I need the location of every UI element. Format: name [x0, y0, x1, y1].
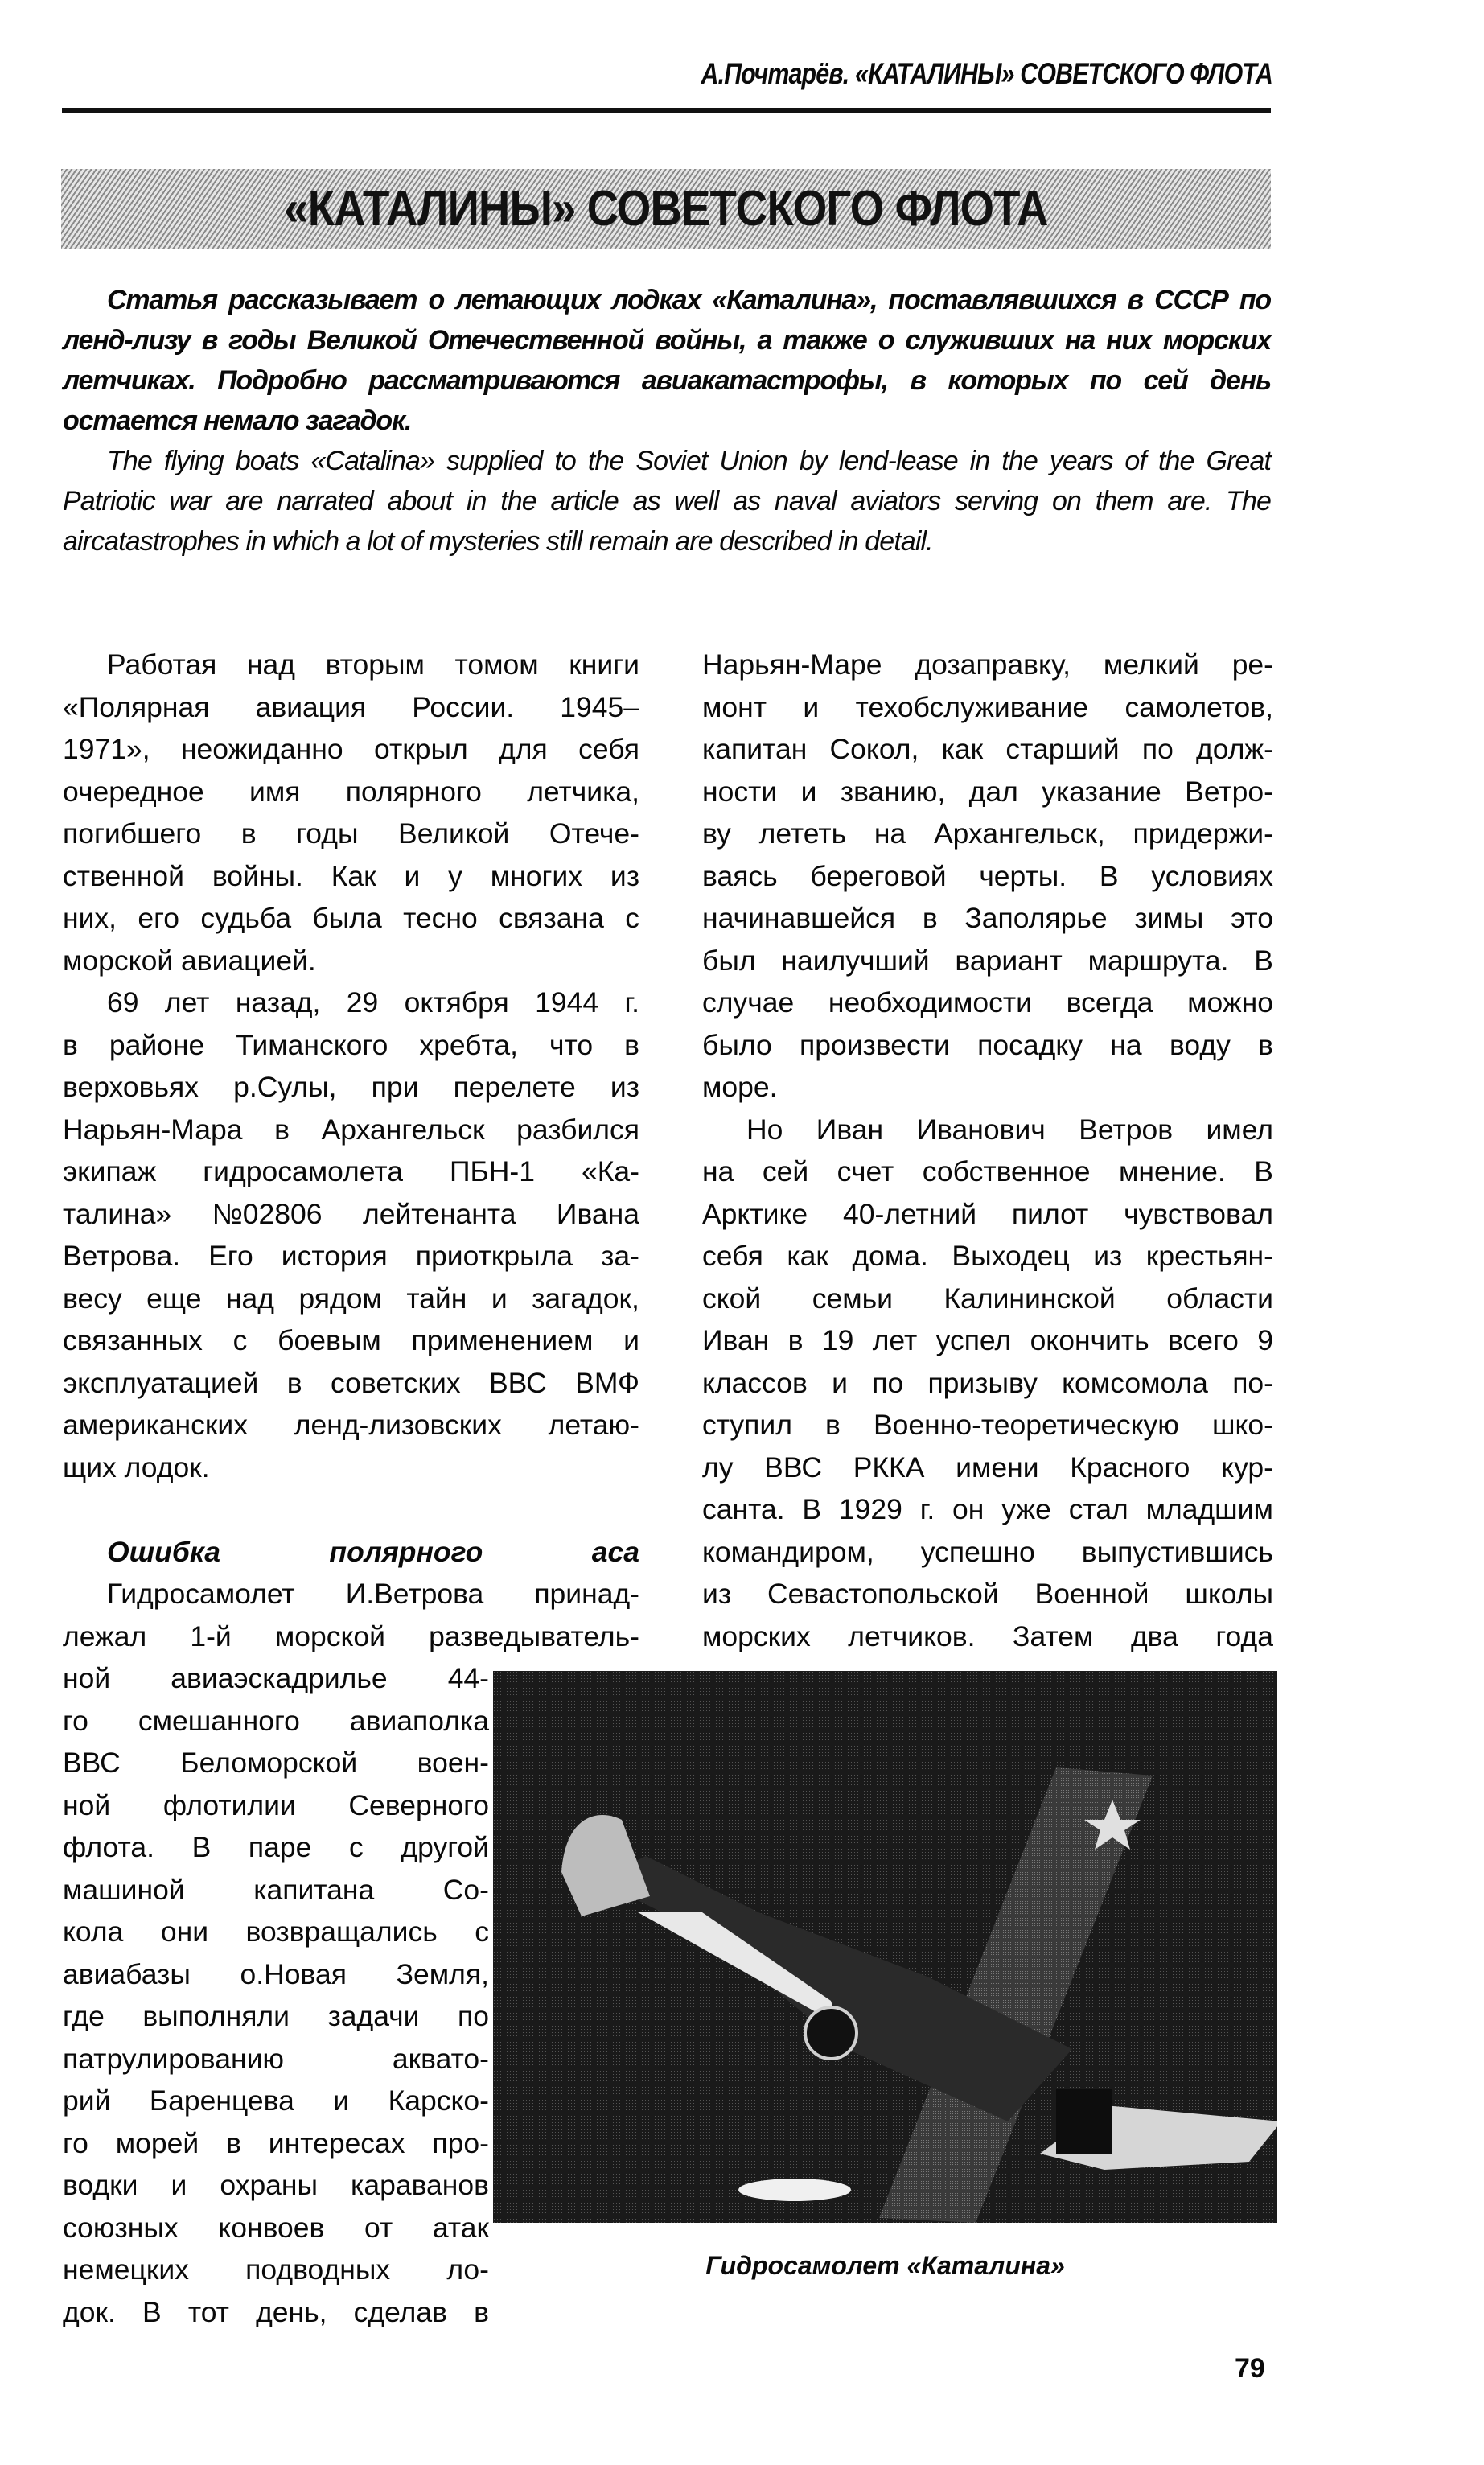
text-line: них, его судьба была тесно связана с — [63, 902, 639, 934]
text-line: морских летчиков. Затем два года — [702, 1619, 1273, 1652]
text-line: Нарьян-Мара в Архангельск разбился — [63, 1113, 639, 1146]
text-line: эксплуатацией в советских ВВС ВМФ — [63, 1366, 639, 1399]
text-line: док. В тот день, сделав в — [63, 2295, 489, 2328]
text-line: капитан Сокол, как старший по долж- — [702, 733, 1273, 765]
text-line: монт и техобслуживание самолетов, — [702, 690, 1273, 723]
text-line: патрулированию аквато- — [63, 2042, 489, 2075]
text-line: Арктике 40-летний пилот чувствовал — [702, 1197, 1273, 1230]
text-line: талина» №02806 лейтенанта Ивана — [63, 1197, 639, 1230]
text-line: Ветрова. Его история приоткрыла за- — [63, 1240, 639, 1272]
text-line: Работая над вторым томом книги — [107, 648, 639, 681]
text-line: море. — [702, 1071, 778, 1103]
text-line: ву лететь на Архангельск, придержи- — [702, 817, 1273, 850]
text-line: Иван в 19 лет успел окончить всего 9 — [702, 1324, 1273, 1356]
left-column — [63, 644, 639, 1657]
article-title: «КАТАЛИНЫ» СОВЕТСКОГО ФЛОТА — [284, 181, 1048, 237]
text-line: го морей в интересах про- — [63, 2126, 489, 2159]
text-line: рий Баренцева и Карско- — [63, 2084, 489, 2117]
text-line: флота. В паре с другой — [63, 1831, 489, 1863]
abstract — [63, 280, 1271, 562]
text-line: командиром, успешно выпустившись — [702, 1535, 1273, 1568]
section-subheading: Ошибка полярного аса — [107, 1535, 639, 1568]
text-line: где выполняли задачи по — [63, 2000, 489, 2032]
text-line: 69 лет назад, 29 октября 1944 г. — [107, 986, 639, 1019]
text-line: очередное имя полярного летчика, — [63, 775, 639, 808]
text-line: санта. В 1929 г. он уже стал младшим — [702, 1493, 1273, 1525]
text-line: случае необходимости всегда можно — [702, 986, 1273, 1019]
text-line: «Полярная авиация России. 1945– — [63, 690, 639, 723]
abstract-english: The flying boats «Catalina» supplied to the Soviet Union by lend-lease in the years of the Great Patriotic war are narrated about in the article as well as naval aviators serving on them are. The aircatastrophes in which a lot of mysteries still remain are described in detail. — [63, 446, 1271, 557]
text-line: ности и званию, дал указание Ветро- — [702, 775, 1273, 808]
text-line: ВВС Беломорской воен- — [63, 1747, 489, 1779]
text-line: весу еще над рядом тайн и загадок, — [63, 1282, 639, 1315]
text-line: водки и охраны караванов — [63, 2169, 489, 2201]
left-column-wrap — [63, 1657, 489, 2333]
photo-caption: Гидросамолет «Каталина» — [705, 2251, 1065, 2280]
right-column — [702, 644, 1273, 1657]
text-line: из Севастопольской Военной школы — [702, 1578, 1273, 1610]
text-line: погибшего в годы Великой Отече- — [63, 817, 639, 850]
text-line: ной флотилии Северного — [63, 1788, 489, 1821]
paragraph-spacer — [63, 1488, 639, 1531]
text-line: лежал 1-й морской разведыватель- — [63, 1619, 639, 1652]
text-line: был наилучший вариант маршрута. В — [702, 944, 1273, 977]
text-line: кола они возвращались с — [63, 1916, 489, 1948]
text-line: немецких подводных ло- — [63, 2253, 489, 2286]
running-header: А.Почтарёв. «КАТАЛИНЫ» СОВЕТСКОГО ФЛОТА — [701, 57, 1272, 90]
text-line: ственной войны. Как и у многих из — [63, 859, 639, 892]
text-line: ской семьи Калининской области — [702, 1282, 1273, 1315]
text-line: Гидросамолет И.Ветрова принад- — [107, 1578, 639, 1610]
wingtip-float — [738, 2179, 851, 2201]
text-line: Но Иван Иванович Ветров имел — [746, 1113, 1273, 1146]
text-line: союзных конвоев от атак — [63, 2211, 489, 2244]
text-line: было произвести посадку на воду в — [702, 1028, 1273, 1061]
text-line: ваясь береговой черты. В условиях — [702, 859, 1273, 892]
abstract-russian: Статья рассказывает о летающих лодках «Каталина», поставлявшихся в СССР по ленд-лизу в годы Великой Отечественной войны, а также о служивших на них морских летчиках. Подробно рассматриваются авиакатастрофы, в которых по сей день остается немало загадок. — [63, 285, 1271, 436]
text-line: авиабазы о.Новая Земля, — [63, 1957, 489, 1990]
text-line: морской авиацией. — [63, 944, 316, 977]
text-line: экипаж гидросамолета ПБН-1 «Ка- — [63, 1155, 639, 1187]
page-number: 79 — [1235, 2353, 1265, 2384]
blister-window — [805, 2007, 857, 2059]
engine-nacelle — [1056, 2089, 1112, 2154]
text-line: ступил в Военно-теоретическую шко- — [702, 1409, 1273, 1441]
text-line: связанных с боевым применением и — [63, 1324, 639, 1356]
text-line: в районе Тиманского хребта, что в — [63, 1028, 639, 1061]
text-line: лу ВВС РККА имени Красного кур- — [702, 1451, 1273, 1484]
header-rule — [62, 108, 1271, 113]
text-line: го смешанного авиаполка — [63, 1704, 489, 1737]
text-line: начинавшейся в Заполярье зимы это — [702, 902, 1273, 934]
flying-boat-image — [493, 1671, 1277, 2223]
text-line: ной авиаэскадрилье 44- — [63, 1662, 489, 1694]
text-line: на сей счет собственное мнение. В — [702, 1155, 1273, 1187]
text-line: щих лодок. — [63, 1451, 210, 1484]
text-line: верховьях р.Сулы, при перелете из — [63, 1071, 639, 1103]
text-line: себя как дома. Выходец из крестьян- — [702, 1240, 1273, 1272]
catalina-photo — [493, 1671, 1277, 2223]
text-line: классов и по призыву комсомола по- — [702, 1366, 1273, 1399]
text-line: машиной капитана Со- — [63, 1873, 489, 1906]
text-line: американских ленд-лизовских летаю- — [63, 1409, 639, 1441]
text-line: Нарьян-Маре дозаправку, мелкий ре- — [702, 648, 1273, 681]
text-line: 1971», неожиданно открыл для себя — [63, 733, 639, 765]
title-banner — [61, 169, 1271, 249]
